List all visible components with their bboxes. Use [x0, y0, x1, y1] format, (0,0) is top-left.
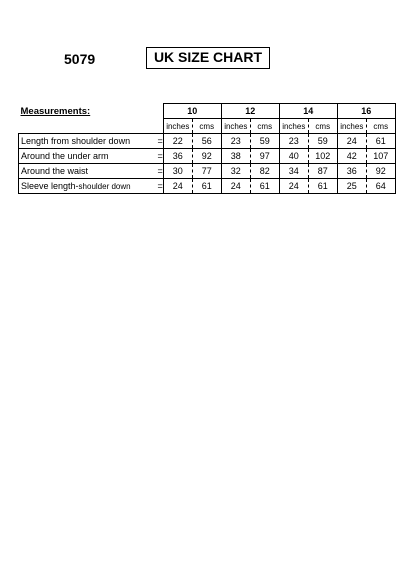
value-cell: 61: [308, 179, 337, 194]
table-row: [19, 164, 396, 179]
value-cell: 38: [221, 149, 250, 164]
row-label: Length from shoulder down: [19, 134, 158, 149]
value-cell: 61: [250, 179, 279, 194]
size-header-row: [19, 104, 396, 119]
value-cell: 32: [221, 164, 250, 179]
value-cell: 59: [250, 134, 279, 149]
unit-cms-12: cms: [250, 119, 279, 134]
blank-cell: [19, 119, 158, 134]
unit-inches-10: inches: [163, 119, 192, 134]
value-cell: 24: [279, 179, 308, 194]
value-cell: 92: [366, 164, 395, 179]
value-cell: 25: [337, 179, 366, 194]
value-cell: 92: [192, 149, 221, 164]
pattern-number: 5079: [64, 51, 96, 67]
unit-header-row: [19, 119, 396, 134]
value-cell: 34: [279, 164, 308, 179]
value-cell: 107: [366, 149, 395, 164]
value-cell: 77: [192, 164, 221, 179]
size-header-10: 10: [163, 104, 221, 119]
value-cell: 102: [308, 149, 337, 164]
row-label: Around the under arm: [19, 149, 158, 164]
value-cell: 24: [163, 179, 192, 194]
size-header-14: 14: [279, 104, 337, 119]
measurements-heading: Measurements:: [20, 105, 91, 117]
measurements-heading-cell: [19, 104, 158, 119]
value-cell: 97: [250, 149, 279, 164]
unit-cms-16: cms: [366, 119, 395, 134]
value-cell: 61: [366, 134, 395, 149]
value-cell: 23: [279, 134, 308, 149]
unit-cms-10: cms: [192, 119, 221, 134]
unit-cms-14: cms: [308, 119, 337, 134]
value-cell: 30: [163, 164, 192, 179]
equals-sign: =: [158, 179, 164, 194]
chart-title: UK SIZE CHART: [146, 47, 270, 69]
table-row: [19, 179, 396, 194]
value-cell: 59: [308, 134, 337, 149]
size-header-16: 16: [337, 104, 395, 119]
value-cell: 22: [163, 134, 192, 149]
value-cell: 61: [192, 179, 221, 194]
row-label: [19, 179, 158, 194]
table-row: [19, 149, 396, 164]
value-cell: 42: [337, 149, 366, 164]
equals-sign: =: [158, 134, 164, 149]
value-cell: 40: [279, 149, 308, 164]
size-chart-table: [18, 103, 396, 194]
value-cell: 87: [308, 164, 337, 179]
value-cell: 24: [337, 134, 366, 149]
value-cell: 64: [366, 179, 395, 194]
row-label-main: Sleeve length-: [21, 181, 79, 191]
value-cell: 82: [250, 164, 279, 179]
row-label-note: shoulder down: [78, 182, 131, 191]
unit-inches-14: inches: [279, 119, 308, 134]
value-cell: 56: [192, 134, 221, 149]
value-cell: 36: [163, 149, 192, 164]
unit-inches-16: inches: [337, 119, 366, 134]
equals-sign: =: [158, 164, 164, 179]
value-cell: 24: [221, 179, 250, 194]
row-label: Around the waist: [19, 164, 158, 179]
value-cell: 36: [337, 164, 366, 179]
value-cell: 23: [221, 134, 250, 149]
unit-inches-12: inches: [221, 119, 250, 134]
table-row: [19, 134, 396, 149]
equals-sign: =: [158, 149, 164, 164]
size-header-12: 12: [221, 104, 279, 119]
